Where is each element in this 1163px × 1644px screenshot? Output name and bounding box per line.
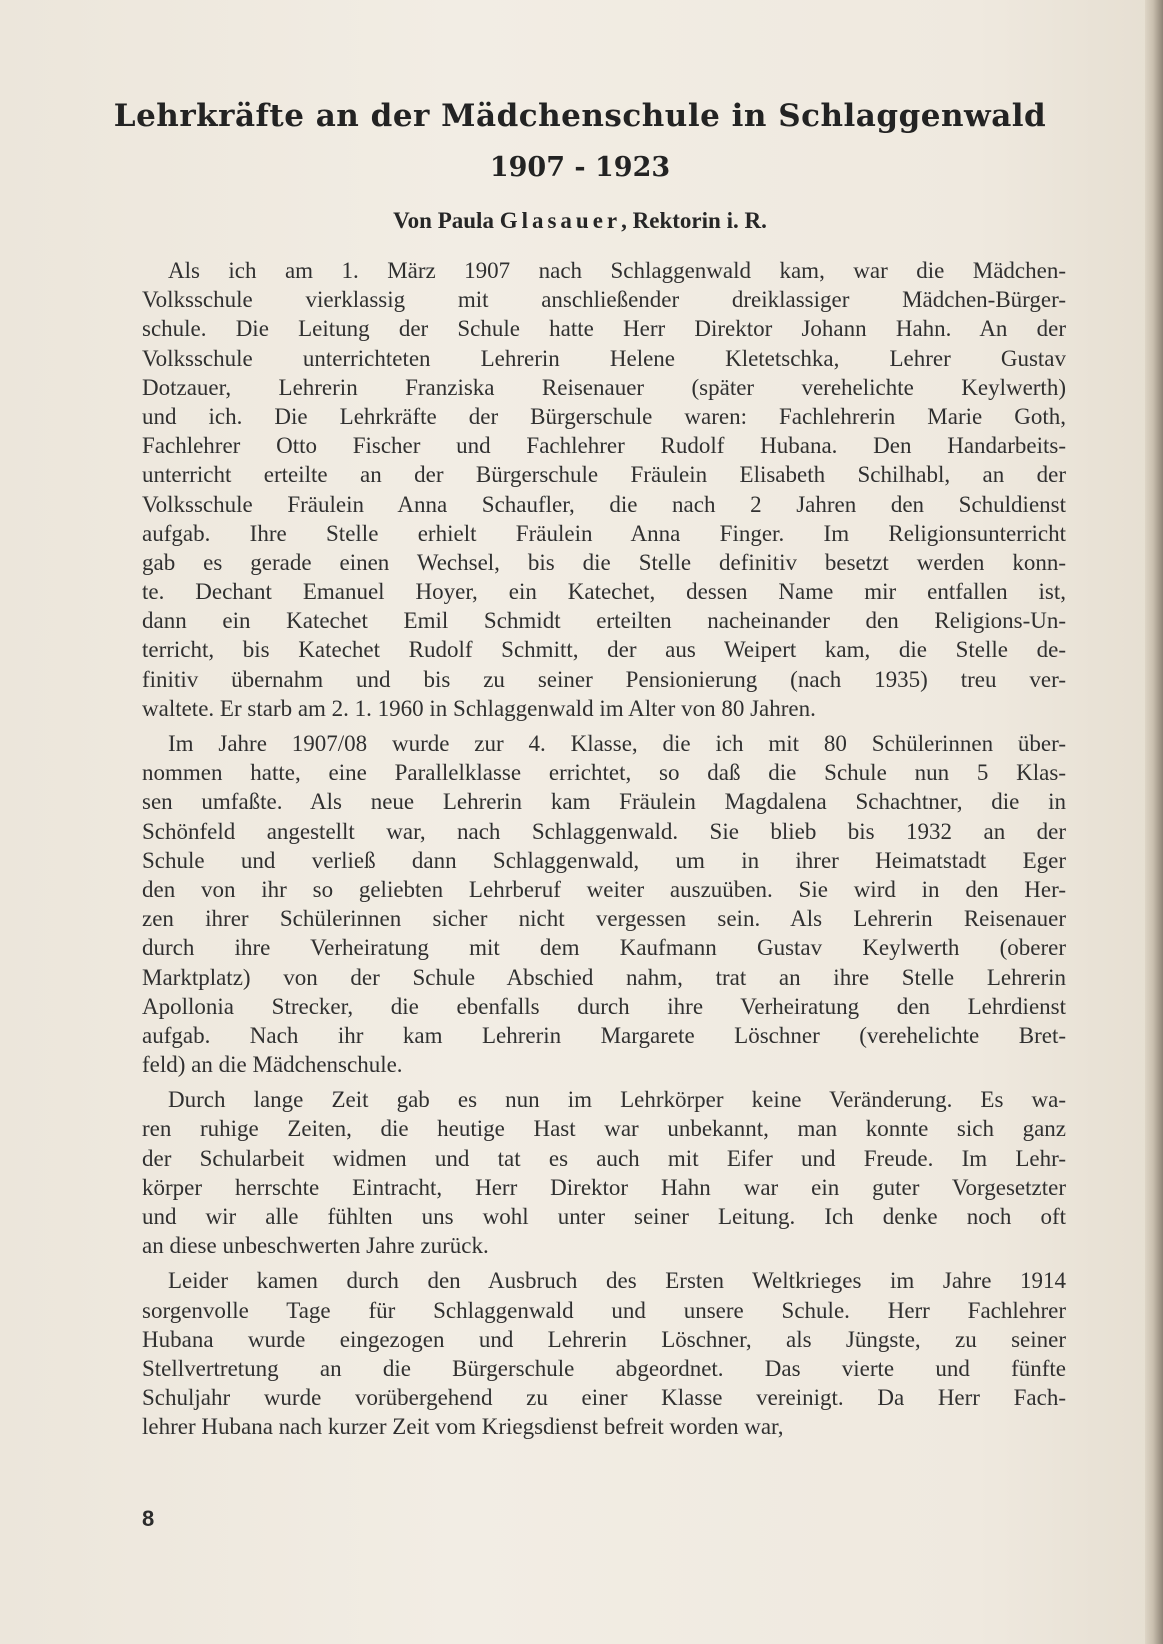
paragraph: [142, 1266, 1066, 1441]
text-line: durch ihre Verheiratung mit dem Kaufmann Gustav Keylwerth (oberer: [142, 935, 1066, 961]
paragraph: [142, 1085, 1066, 1260]
paragraph: [142, 729, 1066, 1079]
text-line: und wir alle fühlten uns wohl unter seiner Leitung. Ich denke noch oft: [142, 1204, 1066, 1229]
text-line: Leider kamen durch den Ausbruch des Ersten Weltkrieges im Jahre 1914: [168, 1268, 1066, 1294]
text-line: den von ihr so geliebten Lehrberuf weiter auszuüben. Sie wird in den Her-: [142, 876, 1066, 902]
text-line: und ich. Die Lehrkräfte der Bürgerschule waren: Fachlehrerin Marie Goth,: [142, 403, 1066, 429]
text-line: sorgenvolle Tage für Schlaggenwald und unsere Schule. Herr Fachlehrer: [142, 1297, 1066, 1323]
text-line: körper herrschte Eintracht, Herr Direktor Hahn war ein guter Vorgesetzter: [142, 1174, 1066, 1200]
text-line: der Schularbeit widmen und tat es auch mit Eifer und Freude. Im Lehr-: [142, 1145, 1066, 1171]
article-body: [142, 256, 1066, 1448]
page-edge: [1145, 0, 1163, 1644]
byline-prefix: Von Paula: [393, 208, 500, 233]
text-line: terricht, bis Katechet Rudolf Schmitt, der aus Weipert kam, die Stelle de-: [142, 637, 1066, 663]
article-years: 1907 - 1923: [489, 152, 671, 183]
text-line: Als ich am 1. März 1907 nach Schlaggenwald kam, war die Mädchen-: [168, 258, 1066, 283]
text-line: Fachlehrer Otto Fischer und Fachlehrer Rudolf Hubana. Den Handarbeits-: [142, 433, 1066, 459]
text-line: ren ruhige Zeiten, die heutige Hast war unbekannt, man konnte sich ganz: [142, 1116, 1066, 1142]
text-line: Stellvertretung an die Bürgerschule abgeordnet. Das vierte und fünfte: [142, 1355, 1066, 1381]
text-line: Im Jahre 1907/08 wurde zur 4. Klasse, die ich mit 80 Schülerinnen über-: [168, 731, 1066, 756]
text-line: Schönfeld angestellt war, nach Schlaggenwald. Sie blieb bis 1932 an der: [142, 818, 1066, 844]
text-line: zen ihrer Schülerinnen sicher nicht vergessen sein. Als Lehrerin Reisenauer: [142, 906, 1066, 932]
text-line: sen umfaßte. Als neue Lehrerin kam Fräulein Magdalena Schachtner, die in: [142, 789, 1066, 815]
text-line: finitiv übernahm und bis zu seiner Pensionierung (nach 1935) treu ver-: [142, 666, 1066, 692]
text-line: nommen hatte, eine Parallelklasse errichtet, so daß die Schule nun 5 Klas-: [142, 760, 1066, 786]
text-line: Marktplatz) von der Schule Abschied nahm, trat an ihre Stelle Lehrerin: [142, 964, 1066, 990]
article-byline: [90, 208, 1070, 234]
byline-suffix: , Rektorin i. R.: [621, 208, 767, 233]
text-line: Volksschule unterrichteten Lehrerin Helene Kletetschka, Lehrer Gustav: [142, 345, 1066, 371]
text-line: Schuljahr wurde vorübergehend zu einer Klasse vereinigt. Da Herr Fach-: [142, 1385, 1066, 1411]
text-line: Schule und verließ dann Schlaggenwald, um in ihrer Heimatstadt Eger: [142, 847, 1066, 873]
text-line: feld) an die Mädchenschule.: [142, 1052, 403, 1078]
text-line: Volksschule vierklassig mit anschließender dreiklassiger Mädchen-Bürger-: [142, 287, 1066, 313]
text-line: gab es gerade einen Wechsel, bis die Stelle definitiv besetzt werden konn-: [142, 549, 1066, 575]
text-line: Volksschule Fräulein Anna Schaufler, die nach 2 Jahren den Schuldienst: [142, 491, 1066, 517]
text-line: waltete. Er starb am 2. 1. 1960 in Schlaggenwald im Alter von 80 Jahren.: [142, 695, 816, 721]
paragraph: [142, 256, 1066, 723]
text-line: te. Dechant Emanuel Hoyer, ein Katechet, dessen Name mir entfallen ist,: [142, 579, 1066, 605]
text-line: unterricht erteilte an der Bürgerschule Fräulein Elisabeth Schilhabl, an der: [142, 462, 1066, 488]
text-line: dann ein Katechet Emil Schmidt erteilten nacheinander den Religions-Un-: [142, 608, 1066, 634]
text-line: Hubana wurde eingezogen und Lehrerin Löschner, als Jüngste, zu seiner: [142, 1326, 1066, 1352]
text-line: aufgab. Nach ihr kam Lehrerin Margarete Löschner (verehelichte Bret-: [142, 1022, 1066, 1048]
text-line: lehrer Hubana nach kurzer Zeit vom Kriegsdienst befreit worden war,: [142, 1414, 784, 1440]
text-line: an diese unbeschwerten Jahre zurück.: [142, 1233, 489, 1259]
byline-author-surname: Glasauer: [499, 208, 622, 233]
text-line: Dotzauer, Lehrerin Franziska Reisenauer (später verehelichte Keylwerth): [142, 374, 1066, 400]
text-line: schule. Die Leitung der Schule hatte Herr Direktor Johann Hahn. An der: [142, 316, 1066, 342]
text-line: aufgab. Ihre Stelle erhielt Fräulein Anna Finger. Im Religionsunterricht: [142, 520, 1066, 546]
text-line: Apollonia Strecker, die ebenfalls durch ihre Verheiratung den Lehrdienst: [142, 993, 1066, 1019]
page-number: 8: [142, 1506, 155, 1531]
article-title: Lehrkräfte an der Mädchenschule in Schlaggenwald: [113, 98, 1047, 134]
text-line: Durch lange Zeit gab es nun im Lehrkörper keine Veränderung. Es wa-: [168, 1087, 1066, 1113]
